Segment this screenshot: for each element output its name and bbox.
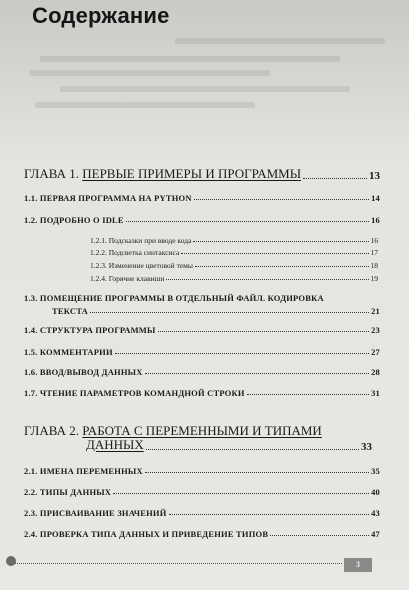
page-number: 33 [361,441,372,453]
subsection-title: Изменение цветовой темы [108,261,193,270]
subsection-title: Горячие клавиши [108,274,165,283]
page-number: 31 [371,388,380,398]
section-number: 1.3. [24,293,38,303]
section-title: ПОДРОБНО О IDLE [39,215,124,225]
toc-subsection-1-2-1[interactable] [90,236,378,245]
toc-section-1-1[interactable] [24,193,380,203]
toc-chapter-2-line2[interactable] [86,437,372,453]
subsection-number: 1.2.2. [90,248,107,257]
page-number: 16 [371,215,380,225]
page-number: 19 [370,274,378,283]
page-number: 18 [370,261,378,270]
section-title: ПРОВЕРКА ТИПА ДАННЫХ И ПРИВЕДЕНИЕ ТИПОВ [39,529,269,539]
section-number: 1.7. [24,388,38,398]
page-number: 13 [369,170,380,182]
section-number: 1.5. [24,347,38,357]
page-number: 23 [371,325,380,335]
dot-leader [146,449,359,450]
bleed-through-line [175,38,385,44]
subsection-title: Подсветка синтаксиса [108,248,180,257]
page-number: 17 [370,248,378,257]
chapter-title: ПЕРВЫЕ ПРИМЕРЫ И ПРОГРАММЫ [82,166,302,181]
chapter-title: РАБОТА С ПЕРЕМЕННЫМИ И ТИПАМИ [82,423,322,438]
bleed-through-line [40,56,340,62]
dot-leader [247,394,369,395]
section-number: 2.4. [24,529,38,539]
subsection-number: 1.2.1. [90,236,107,245]
section-number: 1.6. [24,367,38,377]
section-title: ТИПЫ ДАННЫХ [39,487,112,497]
dot-leader [145,472,369,473]
section-number: 2.2. [24,487,38,497]
bleed-through-line [35,102,255,108]
dot-leader [145,373,370,374]
section-number: 1.2. [24,215,38,225]
chapter-prefix: ГЛАВА 2. [24,423,79,438]
toc-subsection-1-2-2[interactable] [90,248,378,257]
footer-dotted-rule [14,563,342,564]
dot-leader [113,493,369,494]
section-title: КОММЕНТАРИИ [39,347,113,357]
section-title: ЧТЕНИЕ ПАРАМЕТРОВ КОМАНДНОЙ СТРОКИ [39,388,245,398]
footer-bullet-icon [6,556,16,566]
dot-leader [115,353,369,354]
page-number: 14 [371,193,380,203]
toc-section-1-3-line2[interactable] [52,306,380,316]
section-title: ВВОД/ВЫВОД ДАННЫХ [39,367,143,377]
page-number: 47 [371,529,380,539]
toc-subsection-1-2-3[interactable] [90,261,378,270]
footer-page-number: 3 [344,558,372,572]
section-title: ПОМЕЩЕНИЕ ПРОГРАММЫ В ОТДЕЛЬНЫЙ ФАЙЛ. КОДИРОВКА [39,293,324,303]
toc-section-1-4[interactable] [24,325,380,335]
subsection-number: 1.2.3. [90,261,107,270]
dot-leader [158,331,370,332]
bleed-through-line [30,70,270,76]
dot-leader [169,514,370,515]
bleed-through-line [60,86,350,92]
toc-chapter-1[interactable] [24,166,380,182]
section-title: СТРУКТУРА ПРОГРАММЫ [39,325,156,335]
section-title: ИМЕНА ПЕРЕМЕННЫХ [39,466,143,476]
toc-section-2-3[interactable] [24,508,380,518]
page-number: 40 [371,487,380,497]
toc-section-1-7[interactable] [24,388,380,398]
section-title: ПРИСВАИВАНИЕ ЗНАЧЕНИЙ [39,508,167,518]
section-title-continued: ТЕКСТА [52,306,89,316]
toc-section-2-2[interactable] [24,487,380,497]
subsection-number: 1.2.4. [90,274,107,283]
page-number: 28 [371,367,380,377]
toc-section-1-6[interactable] [24,367,380,377]
dot-leader [195,266,369,267]
dot-leader [193,241,368,242]
section-number: 1.1. [24,193,38,203]
toc-section-2-4[interactable] [24,529,380,539]
page-number: 43 [371,508,380,518]
page-number: 27 [371,347,380,357]
dot-leader [126,221,369,222]
toc-subsection-1-2-4[interactable] [90,274,378,283]
section-title: ПЕРВАЯ ПРОГРАММА НА PYTHON [39,193,192,203]
toc-section-1-2[interactable] [24,215,380,225]
page-number: 21 [371,306,380,316]
dot-leader [303,178,367,179]
toc-section-1-5[interactable] [24,347,380,357]
toc-section-1-3-line1[interactable] [24,293,380,303]
dot-leader [90,312,369,313]
dot-leader [270,535,369,536]
page-number: 16 [370,236,378,245]
page-title: Содержание [32,3,170,28]
section-number: 2.1. [24,466,38,476]
subsection-title: Подсказки при вводе кода [108,236,192,245]
dot-leader [181,253,368,254]
toc-section-2-1[interactable] [24,466,380,476]
chapter-title-continued: ДАННЫХ [86,437,144,452]
chapter-prefix: ГЛАВА 1. [24,166,79,181]
section-number: 2.3. [24,508,38,518]
dot-leader [194,199,369,200]
section-number: 1.4. [24,325,38,335]
dot-leader [166,279,368,280]
page-number: 35 [371,466,380,476]
